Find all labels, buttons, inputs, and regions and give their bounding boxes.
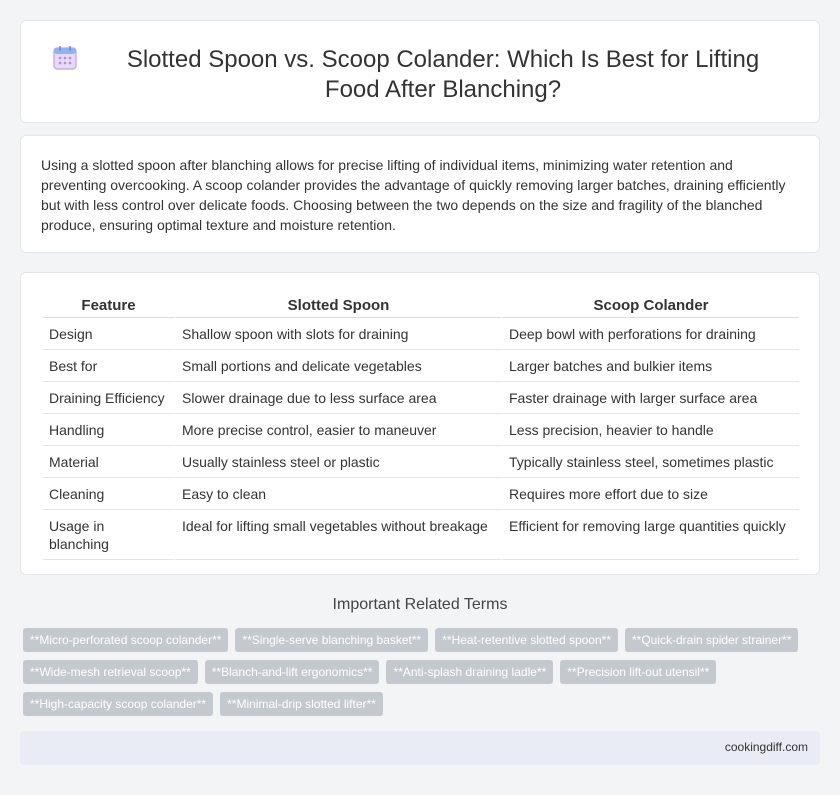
related-term-tag[interactable]: **Precision lift-out utensil** bbox=[560, 660, 716, 684]
feature-cell: Material bbox=[43, 446, 174, 478]
page-title: Slotted Spoon vs. Scoop Colander: Which Is Best for Lifting Food After Blanching? bbox=[126, 46, 760, 103]
scoop-colander-cell: Efficient for removing large quantities quickly bbox=[501, 510, 799, 560]
header-feature: Feature bbox=[43, 295, 174, 318]
scoop-colander-cell: Typically stainless steel, sometimes plastic bbox=[501, 446, 799, 478]
feature-cell: Usage in blanching bbox=[43, 510, 174, 560]
table-row bbox=[43, 478, 799, 510]
feature-cell: Best for bbox=[43, 350, 174, 382]
scoop-colander-cell: Faster drainage with larger surface area bbox=[501, 382, 799, 414]
table-row bbox=[43, 318, 799, 350]
intro-card bbox=[20, 135, 820, 253]
intro-paragraph: Using a slotted spoon after blanching allows for precise lifting of individual items, minimizing water retention and preventing overcooking. A scoop colander provides the advantage of quickly removing larger batches, draining efficiently but with less control over delicate foods. Choosing between the two depends on the size and fragility of the blanched produce, ensuring optimal texture and moisture retention. bbox=[41, 157, 786, 233]
header-slotted-spoon: Slotted Spoon bbox=[174, 295, 501, 318]
scoop-colander-cell: Less precision, heavier to handle bbox=[501, 414, 799, 446]
related-term-tag[interactable]: **Anti-splash draining ladle** bbox=[386, 660, 553, 684]
related-term-tag[interactable]: **Blanch-and-lift ergonomics** bbox=[205, 660, 380, 684]
header-scoop-colander: Scoop Colander bbox=[501, 295, 799, 318]
table-row bbox=[43, 510, 799, 560]
slotted-spoon-cell: Slower drainage due to less surface area bbox=[174, 382, 501, 414]
feature-cell: Handling bbox=[43, 414, 174, 446]
slotted-spoon-cell: Ideal for lifting small vegetables without breakage bbox=[174, 510, 501, 560]
table-row bbox=[43, 446, 799, 478]
comparison-table bbox=[43, 295, 799, 560]
related-term-tag[interactable]: **Wide-mesh retrieval scoop** bbox=[23, 660, 198, 684]
footer bbox=[20, 731, 820, 765]
table-header-row bbox=[43, 295, 799, 318]
slotted-spoon-cell: Usually stainless steel or plastic bbox=[174, 446, 501, 478]
title-card bbox=[20, 20, 820, 123]
feature-cell: Cleaning bbox=[43, 478, 174, 510]
footer-site-link[interactable]: cookingdiff.com bbox=[724, 740, 808, 754]
related-term-tag[interactable]: **Minimal-drip slotted lifter** bbox=[220, 692, 383, 716]
calendar-icon bbox=[52, 45, 78, 71]
comparison-card bbox=[20, 272, 820, 575]
table-row bbox=[43, 414, 799, 446]
feature-cell: Design bbox=[43, 318, 174, 350]
scoop-colander-cell: Larger batches and bulkier items bbox=[501, 350, 799, 382]
related-terms-list bbox=[23, 628, 823, 724]
table-row bbox=[43, 382, 799, 414]
related-term-tag[interactable]: **High-capacity scoop colander** bbox=[23, 692, 213, 716]
slotted-spoon-cell: Small portions and delicate vegetables bbox=[174, 350, 501, 382]
related-term-tag[interactable]: **Single-serve blanching basket** bbox=[235, 628, 428, 652]
slotted-spoon-cell: Shallow spoon with slots for draining bbox=[174, 318, 501, 350]
title-row bbox=[21, 21, 819, 105]
related-term-tag[interactable]: **Micro-perforated scoop colander** bbox=[23, 628, 228, 652]
slotted-spoon-cell: Easy to clean bbox=[174, 478, 501, 510]
scoop-colander-cell: Deep bowl with perforations for draining bbox=[501, 318, 799, 350]
table-row bbox=[43, 350, 799, 382]
slotted-spoon-cell: More precise control, easier to maneuver bbox=[174, 414, 501, 446]
related-term-tag[interactable]: **Heat-retentive slotted spoon** bbox=[435, 628, 618, 652]
related-terms-heading: Important Related Terms bbox=[332, 596, 508, 613]
feature-cell: Draining Efficiency bbox=[43, 382, 174, 414]
related-term-tag[interactable]: **Quick-drain spider strainer** bbox=[625, 628, 798, 652]
scoop-colander-cell: Requires more effort due to size bbox=[501, 478, 799, 510]
